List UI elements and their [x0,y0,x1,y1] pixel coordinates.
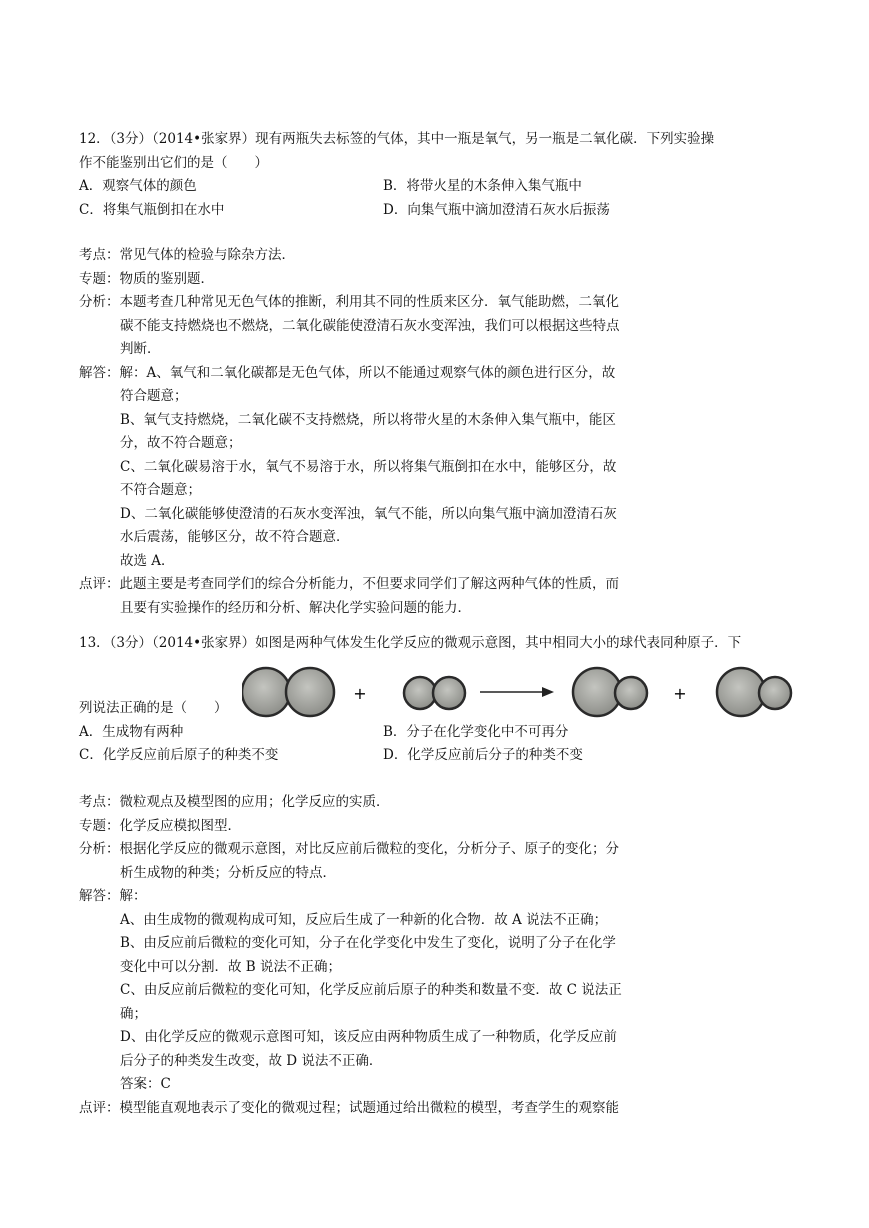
q13-jieda-7: D、由化学反应的微观示意图可知，该反应由两种物质生成了一种物质，化学反应前 [120,1029,617,1045]
q12-option-d: D．向集气瓶中滴加澄清石灰水后振荡 [383,201,610,218]
q13-options-row-2 [79,744,795,768]
question-13 [79,632,795,656]
q12-jieda-5: C、二氧化碳易溶于水，氧气不易溶于水，所以将集气瓶倒扣在水中，能够区分，故 [120,458,617,475]
q12-dianping-2: 且要有实验操作的经历和分析、解决化学实验问题的能力． [120,599,471,616]
q13-option-b: B．分子在化学变化中不可再分 [383,723,569,740]
plus-sign-1: + [353,684,367,703]
q12-zhuanti: 专题：物质的鉴别题． [79,270,214,287]
q12-jieda-7: D、二氧化碳能够使澄清的石灰水变浑浊，氧气不能，所以向集气瓶中滴加澄清石灰 [120,505,617,522]
plus-sign-2: + [673,684,687,703]
q13-fenxi-1: 分析：根据化学反应的微观示意图，对比反应前后微粒的变化，分析分子、原子的变化；分 [79,841,619,857]
q13-stem-line-1: 13．（3分）（2014•张家界）如图是两种气体发生化学反应的微观示意图，其中相同大小的球代表同种原子．下 [79,635,742,651]
q13-option-d: D．化学反应前后分子的种类不变 [383,747,583,763]
q12-fenxi-3: 判断． [120,341,161,357]
q13-solution [79,791,795,1120]
q12-stem-line-2: 作不能鉴别出它们的是（ ） [79,154,268,171]
q12-jieda-6: 不符合题意； [120,482,201,498]
q12-jieda-8: 水后震荡，能够区分，故不符合题意． [120,529,350,545]
q13-stem-line-2: 列说法正确的是（ ） [79,700,228,716]
q12-options-row-2 [79,199,795,223]
q12-jieda-4: 分，故不符合题意； [120,435,242,451]
q12-kaodian: 考点：常见气体的检验与除杂方法． [79,247,295,263]
q13-option-a: A．生成物有两种 [79,723,184,740]
q13-jieda-1: 解答：解： [79,888,147,904]
q12-option-c: C．将集气瓶倒扣在水中 [79,201,225,218]
q13-jieda-9: 答案：C [120,1076,171,1092]
q13-jieda-5: C、由反应前后微粒的变化可知，化学反应前后原子的种类和数量不变．故 C 说法正 [120,982,622,998]
q13-kaodian: 考点：微粒观点及模型图的应用；化学反应的实质． [79,794,390,810]
q12-fenxi-1: 分析：本题考查几种常见无色气体的推断，利用其不同的性质来区分．氧气能助燃，二氧化 [79,294,619,310]
q12-fenxi-2: 碳不能支持燃烧也不燃烧，二氧化碳能使澄清石灰水变浑浊，我们可以根据这些特点 [120,317,620,334]
q13-option-c: C．化学反应前后原子的种类不变 [79,747,279,763]
q13-jieda-3: B、由反应前后微粒的变化可知，分子在化学变化中发生了变化，说明了分子在化学 [120,935,616,951]
q13-jieda-2: A、由生成物的微观构成可知，反应后生成了一种新的化合物．故 A 说法不正确； [120,911,608,928]
reaction-arrow [480,687,554,697]
q12-option-b: B．将带火星的木条伸入集气瓶中 [383,178,582,194]
q12-stem-line-1: 12．（3分）（2014•张家界）现有两瓶失去标签的气体，其中一瓶是氧气，另一瓶是二氧化碳．下列实验操 [79,131,715,147]
arrow-head [542,687,554,697]
q13-zhuanti: 专题：化学反应模拟图型． [79,817,241,834]
q13-jieda-8: 后分子的种类发生改变，故 D 说法不正确． [120,1052,383,1069]
q13-dianping-1: 点评：模型能直观地表示了变化的微观过程；试题通过给出微粒的模型，考查学生的观察能 [79,1099,619,1116]
q12-jieda-3: B、氧气支持燃烧，二氧化碳不支持燃烧，所以将带火星的木条伸入集气瓶中，能区 [120,411,616,428]
q13-fenxi-2: 析生成物的种类；分析反应的特点． [120,864,336,881]
q12-jieda-9: 故选 A． [120,552,175,569]
q13-jieda-6: 确； [120,1005,147,1022]
q12-options-row-1 [79,175,795,199]
q13-stem-cont [79,697,795,768]
q13-jieda-4: 变化中可以分割．故 B 说法不正确； [120,958,342,975]
q13-options-row-1 [79,721,795,745]
q12-jieda-1: 解答：解：A、氧气和二氧化碳都是无色气体，所以不能通过观察气体的颜色进行区分，故 [79,364,616,381]
q12-option-a: A．观察气体的颜色 [79,178,197,194]
q12-jieda-2: 符合题意； [120,388,188,404]
question-12 [79,128,795,222]
q12-solution [79,244,795,620]
q12-dianping-1: 点评：此题主要是考查同学们的综合分析能力，不但要求同学们了解这两种气体的性质，而 [79,576,619,592]
